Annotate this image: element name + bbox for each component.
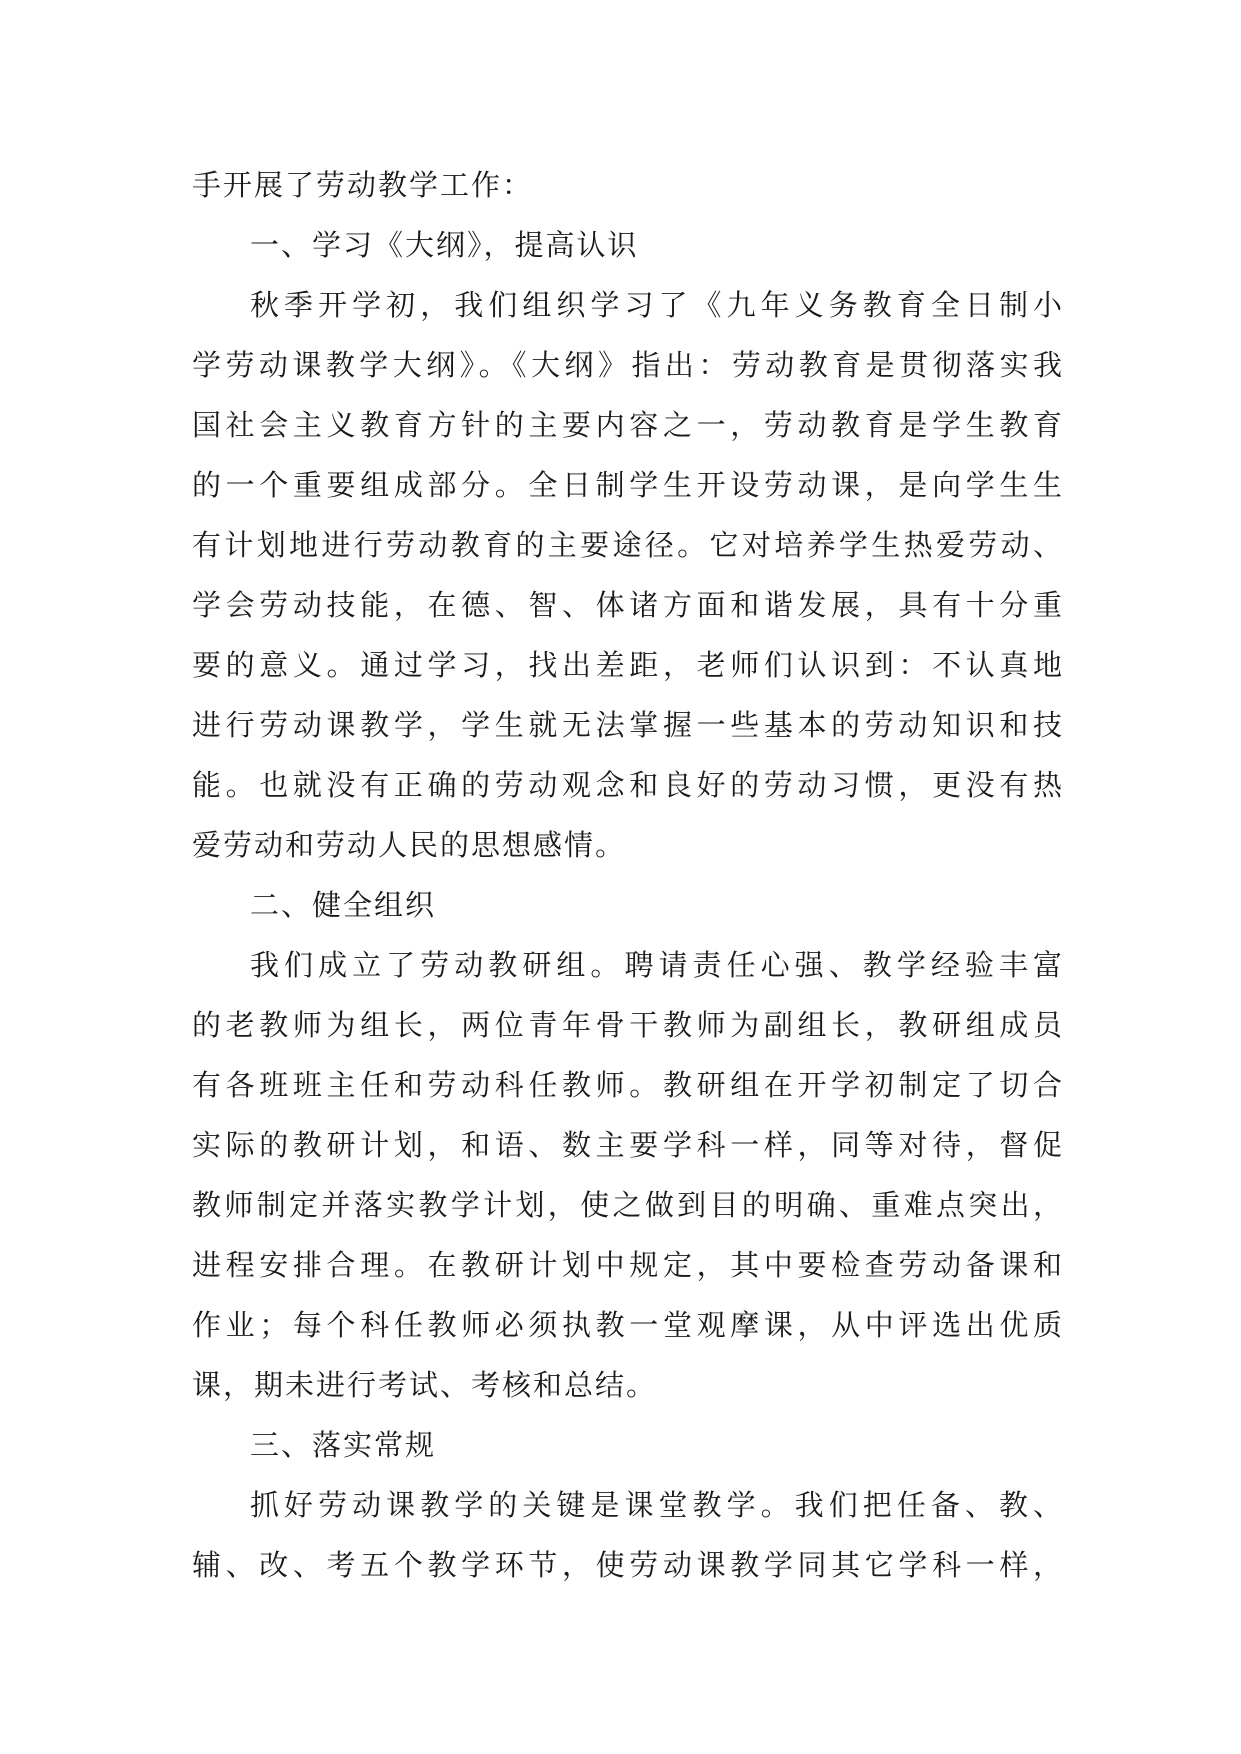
paragraph-line: 有计划地进行劳动教育的主要途径。它对培养学生热爱劳动、 bbox=[192, 528, 1064, 562]
paragraph-line: 国社会主义教育方针的主要内容之一，劳动教育是学生教育 bbox=[192, 408, 1064, 442]
paragraph-line: 学劳动课教学大纲》。《大纲》指出：劳动教育是贯彻落实我 bbox=[192, 348, 1064, 382]
paragraph-line: 有各班班主任和劳动科任教师。教研组在开学初制定了切合 bbox=[192, 1068, 1064, 1102]
paragraph-line: 进程安排合理。在教研计划中规定，其中要检查劳动备课和 bbox=[192, 1248, 1064, 1282]
paragraph-line: 的一个重要组成部分。全日制学生开设劳动课，是向学生生 bbox=[192, 468, 1064, 502]
paragraph-line: 我们成立了劳动教研组。聘请责任心强、教学经验丰富 bbox=[250, 948, 1064, 982]
paragraph-line: 要的意义。通过学习，找出差距，老师们认识到：不认真地 bbox=[192, 648, 1064, 682]
document-body bbox=[192, 155, 1064, 1595]
paragraph-line: 秋季开学初，我们组织学习了《九年义务教育全日制小 bbox=[250, 288, 1064, 322]
section-heading-3: 三、落实常规 bbox=[250, 1428, 437, 1462]
paragraph-line: 辅、改、考五个教学环节，使劳动课教学同其它学科一样， bbox=[192, 1548, 1064, 1582]
section-heading-1: 一、学习《大纲》，提高认识 bbox=[250, 228, 639, 262]
paragraph-line: 抓好劳动课教学的关键是课堂教学。我们把任备、教、 bbox=[250, 1488, 1064, 1522]
paragraph-line: 作业；每个科任教师必须执教一堂观摩课，从中评选出优质 bbox=[192, 1308, 1064, 1342]
paragraph-line: 学会劳动技能，在德、智、体诸方面和谐发展，具有十分重 bbox=[192, 588, 1064, 622]
paragraph-line: 进行劳动课教学，学生就无法掌握一些基本的劳动知识和技 bbox=[192, 708, 1064, 742]
paragraph-line: 的老教师为组长，两位青年骨干教师为副组长，教研组成员 bbox=[192, 1008, 1064, 1042]
paragraph-line: 手开展了劳动教学工作： bbox=[192, 168, 534, 202]
paragraph-line: 实际的教研计划，和语、数主要学科一样，同等对待，督促 bbox=[192, 1128, 1064, 1162]
paragraph-line: 爱劳动和劳动人民的思想感情。 bbox=[192, 828, 627, 862]
paragraph-line: 课，期未进行考试、考核和总结。 bbox=[192, 1368, 658, 1402]
section-heading-2: 二、健全组织 bbox=[250, 888, 437, 922]
paragraph-line: 教师制定并落实教学计划，使之做到目的明确、重难点突出， bbox=[192, 1188, 1064, 1222]
paragraph-line: 能。也就没有正确的劳动观念和良好的劳动习惯，更没有热 bbox=[192, 768, 1064, 802]
